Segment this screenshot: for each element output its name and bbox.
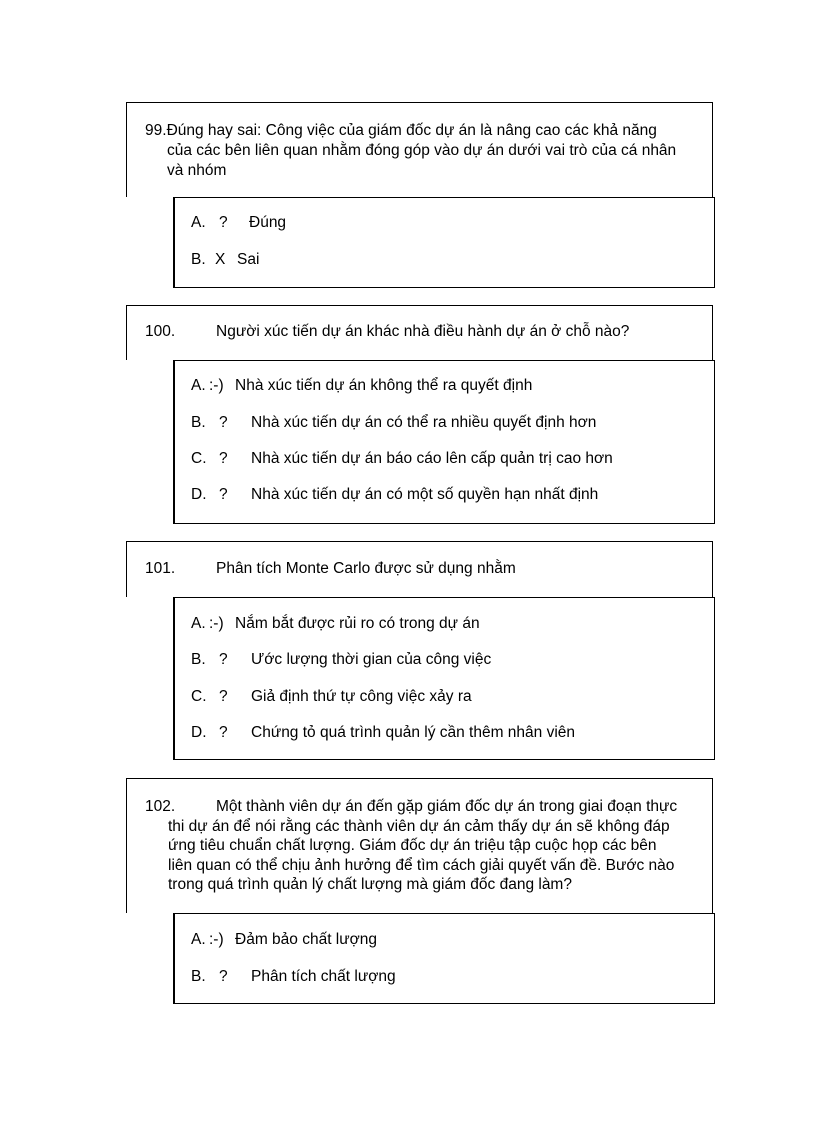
option-b[interactable]: B. ? Phân tích chất lượng <box>191 966 396 988</box>
option-d[interactable]: D. ? Nhà xúc tiến dự án có một số quyền hạn nhất định <box>191 484 598 506</box>
option-b[interactable]: B. ? Ước lượng thời gian của công việc <box>191 649 491 671</box>
question-box <box>126 541 713 597</box>
question-text: 99.Đúng hay sai: Công việc của giám đốc dự án là nâng cao các khả năng của các bên liên quan nhằm đóng góp vào dự án dưới vai trò của cá nhân và nhóm <box>145 122 677 179</box>
answer-box <box>174 913 715 1004</box>
answer-mark: ? <box>219 450 228 467</box>
option-a[interactable]: A. :-) Nhà xúc tiến dự án không thể ra quyết định <box>191 375 532 397</box>
answer-box <box>174 597 715 760</box>
answer-box <box>174 197 715 288</box>
answer-mark: X <box>215 251 226 268</box>
question-number: 101. <box>145 560 176 577</box>
answer-mark: :-) <box>209 615 224 632</box>
answer-mark: ? <box>219 688 228 705</box>
answer-mark: :-) <box>209 377 224 394</box>
question-box <box>126 305 713 360</box>
question-box <box>126 102 713 197</box>
question-number: 102. <box>145 798 176 815</box>
option-b[interactable]: B. X Sai <box>191 249 259 271</box>
option-c[interactable]: C. ? Nhà xúc tiến dự án báo cáo lên cấp quản trị cao hơn <box>191 448 613 470</box>
option-a[interactable]: A. ? Đúng <box>191 212 286 234</box>
question-number: 99. <box>145 122 167 139</box>
option-b[interactable]: B. ? Nhà xúc tiến dự án có thể ra nhiều quyết định hơn <box>191 412 596 434</box>
option-a[interactable]: A. :-) Nắm bắt được rủi ro có trong dự án <box>191 613 480 635</box>
answer-mark: :-) <box>209 931 224 948</box>
answer-mark: ? <box>219 724 228 741</box>
question-text: Phân tích Monte Carlo được sử dụng nhằm <box>216 560 516 577</box>
answer-mark: ? <box>219 651 228 668</box>
option-a[interactable]: A. :-) Đảm bảo chất lượng <box>191 929 377 951</box>
question-text: 102. Một thành viên dự án đến gặp giám đốc dự án trong giai đoạn thực thi dự án để nói rằng các thành viên dự án cảm thấy dự án sẽ không đáp ứng tiêu chuẩn chất lượng. Giám đốc dự án triệu tập cuộc họp các bên liên quan có thể chịu ảnh hưởng để tìm cách giải quyết vấn đề. Bước nào trong quá trình quản lý chất lượng mà giám đốc đang làm? <box>145 798 678 893</box>
answer-mark: ? <box>219 214 228 231</box>
option-c[interactable]: C. ? Giả định thứ tự công việc xảy ra <box>191 686 472 708</box>
question-box <box>126 778 713 913</box>
answer-box <box>174 360 715 524</box>
answer-mark: ? <box>219 968 228 985</box>
question-text: Người xúc tiến dự án khác nhà điều hành dự án ở chỗ nào? <box>216 323 630 340</box>
answer-mark: ? <box>219 486 228 503</box>
question-number: 100. <box>145 323 176 340</box>
answer-mark: ? <box>219 414 228 431</box>
option-d[interactable]: D. ? Chứng tỏ quá trình quản lý cần thêm nhân viên <box>191 722 575 744</box>
